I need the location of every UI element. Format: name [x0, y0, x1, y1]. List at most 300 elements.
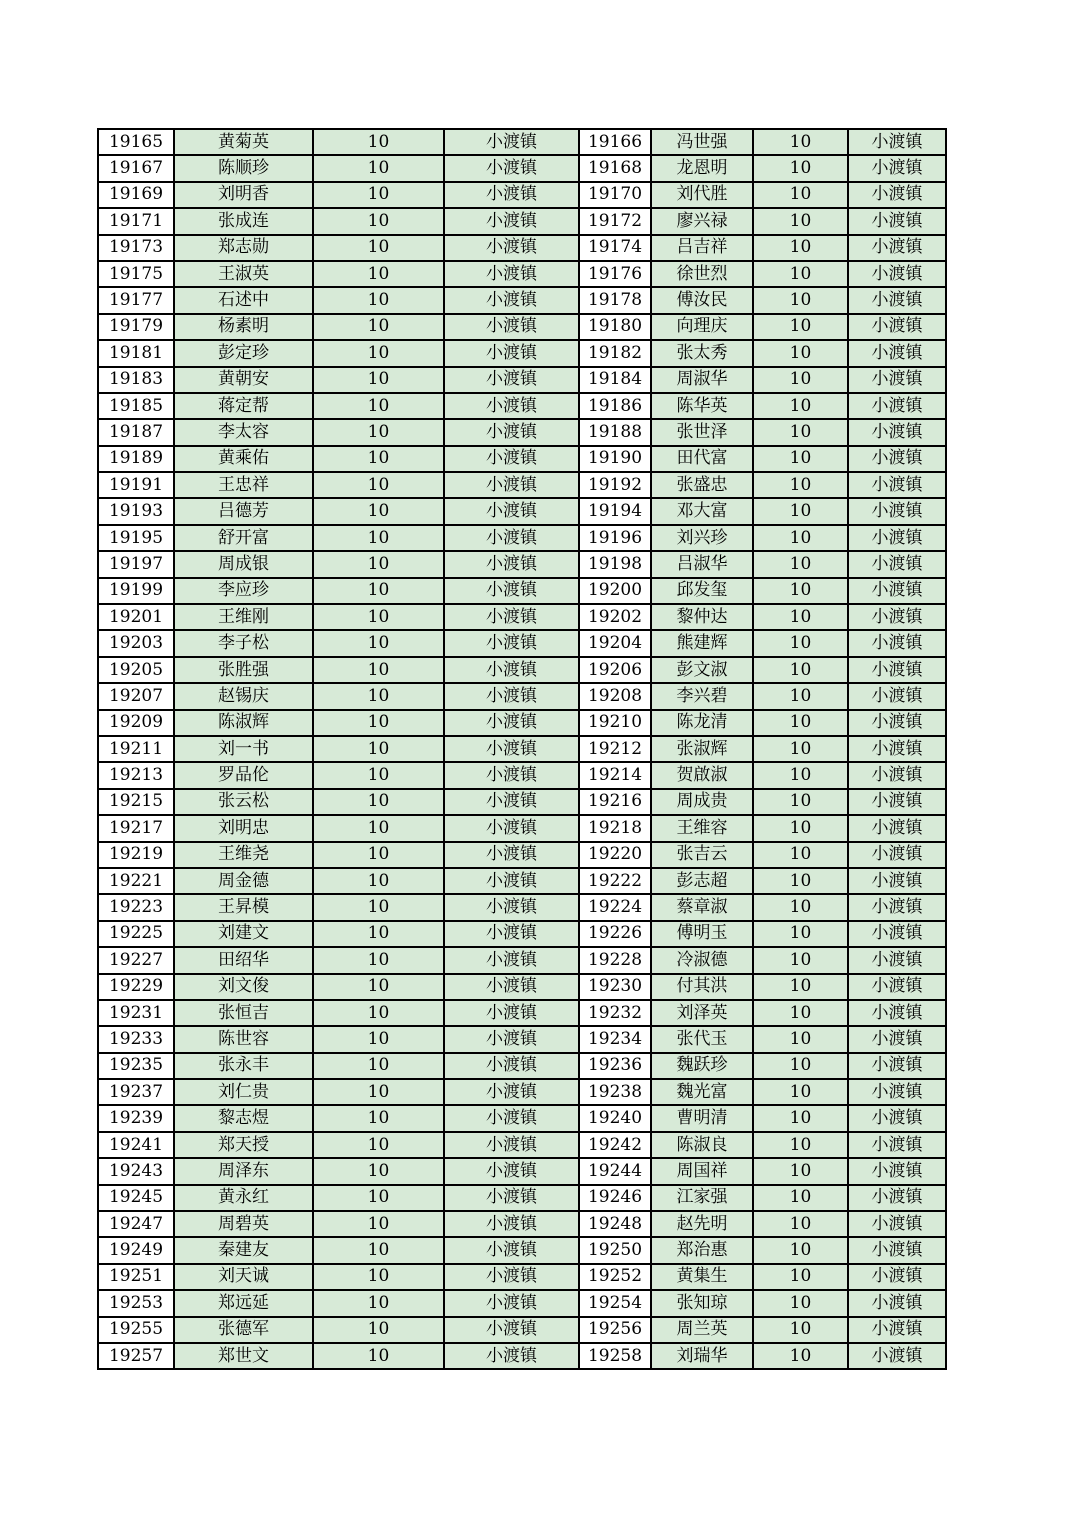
roster-table-body: [98, 129, 946, 1369]
cell-amount: 10: [753, 340, 848, 366]
table-row: [98, 921, 946, 947]
cell-id: 19195: [98, 525, 174, 551]
cell-town: 小渡镇: [848, 525, 946, 551]
cell-town: 小渡镇: [848, 921, 946, 947]
cell-name: 张世泽: [651, 419, 753, 445]
cell-id: 19221: [98, 868, 174, 894]
cell-id: 19232: [579, 1000, 651, 1026]
cell-amount: 10: [753, 1000, 848, 1026]
cell-amount: 10: [313, 630, 444, 656]
cell-name: 周金德: [174, 868, 313, 894]
cell-id: 19200: [579, 578, 651, 604]
cell-town: 小渡镇: [444, 683, 579, 709]
cell-id: 19182: [579, 340, 651, 366]
cell-town: 小渡镇: [444, 1079, 579, 1105]
table-row: [98, 842, 946, 868]
cell-town: 小渡镇: [848, 182, 946, 208]
cell-amount: 10: [313, 1237, 444, 1263]
cell-town: 小渡镇: [848, 1185, 946, 1211]
cell-amount: 10: [753, 1290, 848, 1316]
cell-town: 小渡镇: [848, 657, 946, 683]
cell-amount: 10: [753, 155, 848, 181]
cell-id: 19228: [579, 947, 651, 973]
cell-town: 小渡镇: [848, 974, 946, 1000]
cell-id: 19188: [579, 419, 651, 445]
table-row: [98, 1000, 946, 1026]
cell-id: 19222: [579, 868, 651, 894]
cell-name: 江家强: [651, 1185, 753, 1211]
cell-amount: 10: [313, 155, 444, 181]
cell-amount: 10: [753, 894, 848, 920]
cell-amount: 10: [753, 129, 848, 155]
cell-town: 小渡镇: [848, 868, 946, 894]
cell-id: 19235: [98, 1053, 174, 1079]
table-row: [98, 1079, 946, 1105]
cell-name: 刘明忠: [174, 815, 313, 841]
cell-town: 小渡镇: [444, 1290, 579, 1316]
cell-id: 19177: [98, 287, 174, 313]
cell-amount: 10: [753, 367, 848, 393]
cell-name: 刘明香: [174, 182, 313, 208]
cell-town: 小渡镇: [444, 419, 579, 445]
table-row: [98, 974, 946, 1000]
cell-id: 19192: [579, 472, 651, 498]
cell-town: 小渡镇: [444, 1026, 579, 1052]
cell-name: 熊建辉: [651, 630, 753, 656]
cell-town: 小渡镇: [444, 630, 579, 656]
cell-id: 19238: [579, 1079, 651, 1105]
table-row: [98, 894, 946, 920]
cell-id: 19171: [98, 208, 174, 234]
cell-id: 19215: [98, 789, 174, 815]
cell-town: 小渡镇: [444, 710, 579, 736]
cell-id: 19196: [579, 525, 651, 551]
table-row: [98, 1317, 946, 1343]
cell-town: 小渡镇: [444, 657, 579, 683]
cell-id: 19166: [579, 129, 651, 155]
cell-name: 田绍华: [174, 947, 313, 973]
cell-amount: 10: [753, 762, 848, 788]
cell-amount: 10: [753, 1026, 848, 1052]
cell-id: 19209: [98, 710, 174, 736]
cell-town: 小渡镇: [848, 683, 946, 709]
cell-name: 傅明玉: [651, 921, 753, 947]
cell-amount: 10: [753, 657, 848, 683]
table-row: [98, 419, 946, 445]
cell-town: 小渡镇: [848, 578, 946, 604]
cell-town: 小渡镇: [444, 393, 579, 419]
cell-id: 19248: [579, 1211, 651, 1237]
cell-amount: 10: [313, 551, 444, 577]
cell-name: 邓大富: [651, 498, 753, 524]
cell-town: 小渡镇: [848, 261, 946, 287]
cell-id: 19181: [98, 340, 174, 366]
cell-amount: 10: [753, 1237, 848, 1263]
cell-town: 小渡镇: [444, 314, 579, 340]
cell-name: 贺啟淑: [651, 762, 753, 788]
cell-name: 魏光富: [651, 1079, 753, 1105]
cell-id: 19193: [98, 498, 174, 524]
cell-name: 吕德芳: [174, 498, 313, 524]
cell-name: 吕吉祥: [651, 235, 753, 261]
cell-amount: 10: [313, 1264, 444, 1290]
cell-id: 19201: [98, 604, 174, 630]
cell-town: 小渡镇: [444, 1211, 579, 1237]
cell-amount: 10: [313, 974, 444, 1000]
cell-id: 19230: [579, 974, 651, 1000]
cell-amount: 10: [313, 578, 444, 604]
cell-town: 小渡镇: [444, 182, 579, 208]
cell-id: 19234: [579, 1026, 651, 1052]
cell-amount: 10: [313, 815, 444, 841]
cell-name: 郑远延: [174, 1290, 313, 1316]
cell-id: 19206: [579, 657, 651, 683]
cell-town: 小渡镇: [444, 1000, 579, 1026]
cell-amount: 10: [313, 789, 444, 815]
cell-name: 龙恩明: [651, 155, 753, 181]
cell-name: 罗品伦: [174, 762, 313, 788]
cell-amount: 10: [753, 1079, 848, 1105]
cell-id: 19257: [98, 1343, 174, 1369]
cell-name: 向理庆: [651, 314, 753, 340]
cell-town: 小渡镇: [848, 710, 946, 736]
cell-id: 19187: [98, 419, 174, 445]
cell-name: 刘一书: [174, 736, 313, 762]
cell-id: 19219: [98, 842, 174, 868]
cell-name: 黎仲达: [651, 604, 753, 630]
cell-name: 廖兴禄: [651, 208, 753, 234]
cell-id: 19176: [579, 261, 651, 287]
cell-id: 19204: [579, 630, 651, 656]
cell-id: 19239: [98, 1105, 174, 1131]
cell-amount: 10: [313, 393, 444, 419]
table-row: [98, 630, 946, 656]
cell-town: 小渡镇: [848, 1105, 946, 1131]
cell-name: 黄乘佑: [174, 446, 313, 472]
cell-id: 19190: [579, 446, 651, 472]
cell-name: 傅汝民: [651, 287, 753, 313]
cell-name: 彭定珍: [174, 340, 313, 366]
cell-name: 冷淑德: [651, 947, 753, 973]
cell-name: 秦建友: [174, 1237, 313, 1263]
cell-amount: 10: [313, 762, 444, 788]
cell-id: 19231: [98, 1000, 174, 1026]
cell-town: 小渡镇: [444, 129, 579, 155]
table-row: [98, 393, 946, 419]
cell-amount: 10: [753, 498, 848, 524]
cell-town: 小渡镇: [444, 1105, 579, 1131]
cell-town: 小渡镇: [444, 736, 579, 762]
cell-id: 19180: [579, 314, 651, 340]
cell-town: 小渡镇: [848, 894, 946, 920]
cell-name: 张代玉: [651, 1026, 753, 1052]
cell-amount: 10: [753, 551, 848, 577]
cell-amount: 10: [313, 1026, 444, 1052]
cell-town: 小渡镇: [444, 1264, 579, 1290]
cell-town: 小渡镇: [848, 446, 946, 472]
cell-town: 小渡镇: [848, 1264, 946, 1290]
cell-amount: 10: [313, 894, 444, 920]
cell-town: 小渡镇: [848, 1211, 946, 1237]
cell-name: 刘天诚: [174, 1264, 313, 1290]
cell-name: 刘建文: [174, 921, 313, 947]
cell-name: 周成贵: [651, 789, 753, 815]
cell-id: 19251: [98, 1264, 174, 1290]
cell-amount: 10: [753, 868, 848, 894]
cell-id: 19186: [579, 393, 651, 419]
cell-name: 舒开富: [174, 525, 313, 551]
cell-name: 曹明清: [651, 1105, 753, 1131]
cell-town: 小渡镇: [444, 208, 579, 234]
cell-town: 小渡镇: [444, 1317, 579, 1343]
cell-name: 田代富: [651, 446, 753, 472]
cell-amount: 10: [753, 630, 848, 656]
cell-name: 刘兴珍: [651, 525, 753, 551]
cell-town: 小渡镇: [848, 472, 946, 498]
table-row: [98, 1185, 946, 1211]
cell-amount: 10: [313, 1000, 444, 1026]
cell-name: 吕淑华: [651, 551, 753, 577]
cell-amount: 10: [313, 208, 444, 234]
cell-id: 19199: [98, 578, 174, 604]
cell-id: 19174: [579, 235, 651, 261]
table-row: [98, 1026, 946, 1052]
cell-town: 小渡镇: [444, 947, 579, 973]
cell-town: 小渡镇: [848, 947, 946, 973]
cell-amount: 10: [753, 842, 848, 868]
cell-amount: 10: [313, 261, 444, 287]
cell-id: 19167: [98, 155, 174, 181]
cell-id: 19179: [98, 314, 174, 340]
table-row: [98, 868, 946, 894]
cell-name: 张淑辉: [651, 736, 753, 762]
cell-id: 19216: [579, 789, 651, 815]
cell-name: 陈淑良: [651, 1132, 753, 1158]
table-row: [98, 604, 946, 630]
cell-name: 赵先明: [651, 1211, 753, 1237]
table-row: [98, 1290, 946, 1316]
cell-id: 19183: [98, 367, 174, 393]
cell-id: 19225: [98, 921, 174, 947]
cell-id: 19224: [579, 894, 651, 920]
table-row: [98, 657, 946, 683]
cell-name: 周成银: [174, 551, 313, 577]
cell-town: 小渡镇: [848, 630, 946, 656]
cell-name: 李太容: [174, 419, 313, 445]
cell-town: 小渡镇: [848, 1132, 946, 1158]
cell-id: 19237: [98, 1079, 174, 1105]
cell-amount: 10: [313, 683, 444, 709]
cell-id: 19220: [579, 842, 651, 868]
cell-amount: 10: [313, 921, 444, 947]
cell-amount: 10: [753, 525, 848, 551]
cell-amount: 10: [753, 261, 848, 287]
cell-id: 19214: [579, 762, 651, 788]
table-row: [98, 287, 946, 313]
cell-name: 杨素明: [174, 314, 313, 340]
cell-amount: 10: [313, 1185, 444, 1211]
table-row: [98, 1211, 946, 1237]
cell-amount: 10: [313, 842, 444, 868]
cell-name: 陈淑辉: [174, 710, 313, 736]
cell-id: 19169: [98, 182, 174, 208]
cell-town: 小渡镇: [848, 1158, 946, 1184]
cell-id: 19207: [98, 683, 174, 709]
table-row: [98, 525, 946, 551]
cell-name: 周泽东: [174, 1158, 313, 1184]
cell-amount: 10: [313, 446, 444, 472]
cell-town: 小渡镇: [444, 1237, 579, 1263]
cell-name: 徐世烈: [651, 261, 753, 287]
cell-town: 小渡镇: [848, 1317, 946, 1343]
cell-town: 小渡镇: [848, 498, 946, 524]
cell-town: 小渡镇: [848, 815, 946, 841]
cell-id: 19194: [579, 498, 651, 524]
cell-name: 刘瑞华: [651, 1343, 753, 1369]
cell-town: 小渡镇: [444, 155, 579, 181]
cell-amount: 10: [313, 947, 444, 973]
cell-amount: 10: [313, 657, 444, 683]
cell-amount: 10: [313, 604, 444, 630]
table-row: [98, 815, 946, 841]
cell-town: 小渡镇: [848, 287, 946, 313]
cell-town: 小渡镇: [444, 340, 579, 366]
cell-name: 周淑华: [651, 367, 753, 393]
cell-id: 19218: [579, 815, 651, 841]
table-row: [98, 710, 946, 736]
cell-id: 19249: [98, 1237, 174, 1263]
cell-amount: 10: [753, 1053, 848, 1079]
cell-id: 19208: [579, 683, 651, 709]
cell-name: 冯世强: [651, 129, 753, 155]
cell-id: 19258: [579, 1343, 651, 1369]
cell-id: 19217: [98, 815, 174, 841]
cell-id: 19178: [579, 287, 651, 313]
cell-amount: 10: [313, 287, 444, 313]
cell-amount: 10: [313, 1132, 444, 1158]
table-row: [98, 736, 946, 762]
cell-name: 蒋定帮: [174, 393, 313, 419]
table-row: [98, 208, 946, 234]
cell-id: 19244: [579, 1158, 651, 1184]
cell-amount: 10: [313, 419, 444, 445]
cell-name: 李兴碧: [651, 683, 753, 709]
cell-id: 19198: [579, 551, 651, 577]
table-row: [98, 947, 946, 973]
cell-name: 黄菊英: [174, 129, 313, 155]
cell-name: 张永丰: [174, 1053, 313, 1079]
table-row: [98, 367, 946, 393]
cell-name: 赵锡庆: [174, 683, 313, 709]
cell-town: 小渡镇: [848, 393, 946, 419]
cell-name: 张云松: [174, 789, 313, 815]
table-row: [98, 340, 946, 366]
cell-id: 19202: [579, 604, 651, 630]
cell-amount: 10: [753, 1211, 848, 1237]
cell-town: 小渡镇: [444, 1343, 579, 1369]
cell-amount: 10: [753, 446, 848, 472]
cell-amount: 10: [753, 235, 848, 261]
cell-amount: 10: [753, 208, 848, 234]
cell-name: 蔡章淑: [651, 894, 753, 920]
cell-town: 小渡镇: [848, 736, 946, 762]
cell-id: 19189: [98, 446, 174, 472]
cell-id: 19165: [98, 129, 174, 155]
cell-name: 黄朝安: [174, 367, 313, 393]
table-row: [98, 1343, 946, 1369]
cell-name: 张德军: [174, 1317, 313, 1343]
table-row: [98, 551, 946, 577]
cell-amount: 10: [313, 1053, 444, 1079]
cell-id: 19211: [98, 736, 174, 762]
cell-name: 张胜强: [174, 657, 313, 683]
cell-amount: 10: [313, 182, 444, 208]
cell-amount: 10: [313, 1317, 444, 1343]
cell-amount: 10: [753, 1317, 848, 1343]
cell-id: 19243: [98, 1158, 174, 1184]
table-row: [98, 1264, 946, 1290]
cell-id: 19172: [579, 208, 651, 234]
cell-amount: 10: [753, 974, 848, 1000]
table-row: [98, 762, 946, 788]
cell-amount: 10: [313, 1211, 444, 1237]
cell-town: 小渡镇: [444, 525, 579, 551]
cell-amount: 10: [753, 182, 848, 208]
cell-amount: 10: [753, 604, 848, 630]
cell-town: 小渡镇: [848, 314, 946, 340]
table-row: [98, 789, 946, 815]
cell-name: 张成连: [174, 208, 313, 234]
cell-amount: 10: [313, 1290, 444, 1316]
cell-name: 张盛忠: [651, 472, 753, 498]
cell-town: 小渡镇: [848, 419, 946, 445]
cell-amount: 10: [313, 1105, 444, 1131]
cell-town: 小渡镇: [444, 1185, 579, 1211]
cell-town: 小渡镇: [444, 604, 579, 630]
cell-name: 张恒吉: [174, 1000, 313, 1026]
cell-id: 19250: [579, 1237, 651, 1263]
cell-amount: 10: [313, 1343, 444, 1369]
cell-id: 19210: [579, 710, 651, 736]
cell-town: 小渡镇: [444, 789, 579, 815]
cell-amount: 10: [313, 340, 444, 366]
cell-amount: 10: [313, 868, 444, 894]
table-row: [98, 1237, 946, 1263]
cell-town: 小渡镇: [848, 1343, 946, 1369]
cell-name: 彭文淑: [651, 657, 753, 683]
cell-name: 黄集生: [651, 1264, 753, 1290]
cell-name: 周国祥: [651, 1158, 753, 1184]
cell-id: 19229: [98, 974, 174, 1000]
cell-id: 19191: [98, 472, 174, 498]
cell-town: 小渡镇: [444, 1053, 579, 1079]
cell-town: 小渡镇: [444, 868, 579, 894]
cell-name: 刘仁贵: [174, 1079, 313, 1105]
cell-town: 小渡镇: [848, 1079, 946, 1105]
cell-name: 王维刚: [174, 604, 313, 630]
cell-id: 19213: [98, 762, 174, 788]
cell-town: 小渡镇: [848, 340, 946, 366]
cell-town: 小渡镇: [848, 235, 946, 261]
cell-town: 小渡镇: [848, 155, 946, 181]
table-row: [98, 1105, 946, 1131]
table-row: [98, 314, 946, 340]
cell-id: 19168: [579, 155, 651, 181]
cell-amount: 10: [753, 287, 848, 313]
table-row: [98, 446, 946, 472]
cell-town: 小渡镇: [444, 367, 579, 393]
cell-amount: 10: [753, 314, 848, 340]
